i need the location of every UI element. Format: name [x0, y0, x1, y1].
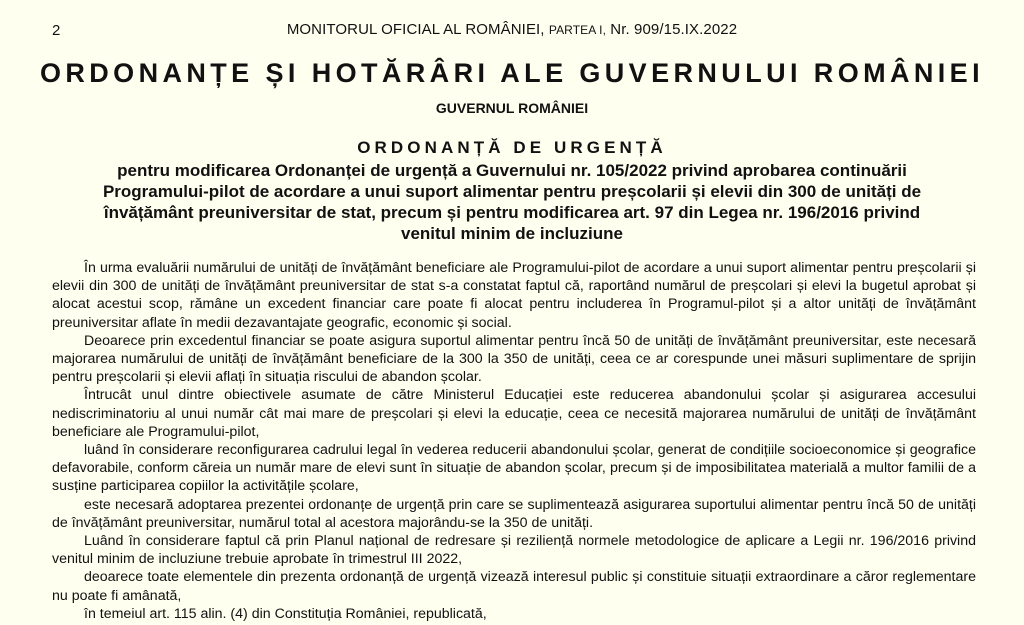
page-number: 2: [52, 22, 61, 39]
header-issue: Nr. 909/15.IX.2022: [610, 21, 738, 38]
paragraph-5: este necesară adoptarea prezentei ordonanțe de urgență prin care se suplimentează asigurarea suportului alimentar pentru încă 50 de unități de învățământ preuniversitar, numărul total al acestora majorându-se la 350 de unități.: [52, 496, 976, 531]
paragraph-1: În urma evaluării numărului de unități de învățământ beneficiare ale Programului-pilot de acordare a unui suport alimentar pentru preșcolarii și elevii din 300 de unități de învățământ preuniversitar de stat s-a constatat faptul că, raportând numărul de preșcolari și elevi la bugetul aprobat și alocat acestui scop, rămâne un excedent financiar care poate fi alocat pentru includerea în Programul-pilot și a altor unități de învățământ preuniversitar aflate în medii dezavantajate geografic, economic și social.: [52, 260, 976, 331]
section-title: ORDONANȚE ȘI HOTĂRÂRI ALE GUVERNULUI ROMÂNIEI: [39, 58, 984, 88]
paragraph-2: Deoarece prin excedentul financiar se poate asigura suportul alimentar pentru încă 50 de unități de învățământ preuniversitar, este necesară majorarea numărului de unități de învățământ beneficiare de la 300 la 350 de unități, ceea ce ar corespunde unei măsuri suplimentare de sprijin pentru preșcolarii și elevii aflați în situația riscului de abandon școlar.: [52, 332, 976, 386]
issuer: GUVERNUL ROMÂNIEI: [435, 100, 589, 116]
paragraph-6: Luând în considerare faptul că prin Planul național de redresare și reziliență normele metodologice de aplicare a Legii nr. 196/2016 privind venitul minim de incluziune trebuie aprobate în trimestrul III 2022,: [52, 533, 976, 568]
act-preamble: [52, 259, 976, 623]
act-title: pentru modificarea Ordonanței de urgență a Guvernului nr. 105/2022 privind aprobarea continuării Programului-pilot de acordare a unui suport alimentar pentru preșcolarii și elevii din 300 de unități de învățământ preuniversitar de stat, precum și pentru modificarea art. 97 din Legea nr. 196/2016 privind venitul minim de incluziune: [102, 161, 922, 243]
paragraph-7: deoarece toate elementele din prezenta ordonanță de urgență vizează interesul public și constituie situații extraordinare a căror reglementare nu poate fi amânată,: [52, 569, 976, 604]
header-publication: MONITORUL OFICIAL AL ROMÂNIEI,: [286, 21, 545, 38]
paragraph-4: luând în considerare reconfigurarea cadrului legal în vederea reducerii abandonului școlar, generat de condițiile socioeconomice și geografice defavorabile, conform căreia un număr mare de elevi sunt în situație de abandon școlar, precum și de imposibilitatea materială a multor familii de a susține participarea copiilor la activitățile școlare,: [52, 442, 976, 495]
paragraph-3: Întrucât unul dintre obiectivele asumate de către Ministerul Educației este reducerea abandonului școlar și asigurarea accesului nediscriminatoriu al unui număr cât mai mare de preșcolari și elevi la educație, ceea ce necesită majorarea numărului de unități de învățământ beneficiare ale Programului-pilot,: [52, 387, 976, 440]
header-part: PARTEA I,: [548, 23, 607, 37]
act-type: ORDONANȚĂ DE URGENȚĂ: [357, 138, 667, 157]
gazette-header: [0, 21, 1024, 38]
paragraph-8: în temeiul art. 115 alin. (4) din Constituția României, republicată,: [84, 605, 487, 622]
